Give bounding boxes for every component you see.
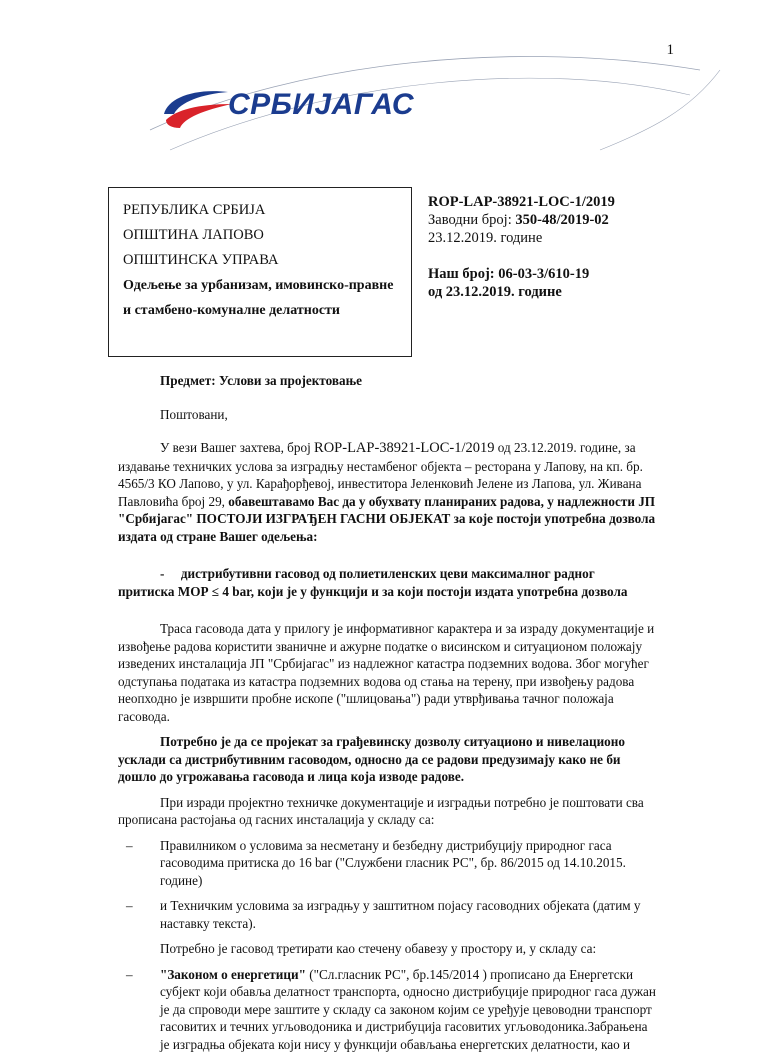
- zavodni-broj: [428, 211, 615, 229]
- rop-number: ROP-LAP-38921-LOC-1/2019: [428, 193, 615, 211]
- paragraph-request: [118, 439, 658, 545]
- energy-law-title: "Законом о енергетици": [160, 967, 306, 982]
- bullet-dash: –: [126, 837, 133, 855]
- bullet-regulation: [126, 837, 658, 890]
- energy-law-text: ("Сл.гласник РС", бр.145/2014 ) прописано да Енергетски субјект који обавља делатност транспорта, односно дистрибуције природног гаса дужан је да спроводи мере заштите у складу са законом којим се уређује цевоводни транспорт гасовитих и течних угљоводоника и дистрибуција гасовитих угљоводоника.Забрањена је изградња објеката који нису у функцији обављања енергетских делатности, као и: [160, 967, 656, 1052]
- flame-swoosh-icon: [158, 80, 238, 140]
- p1-intro: У вези Вашег захтева, број: [160, 440, 314, 455]
- bullet-regulation-text: Правилником о условима за несметану и безбедну дистрибуцију природног гаса гасоводима притиска до 16 bar ("Службени гласник РС", бр. 86/2015 од 14.10.2015. године): [160, 838, 626, 888]
- nash-date: од 23.12.2019. године: [428, 283, 615, 301]
- address-line-administration: ОПШТИНСКА УПРАВА: [123, 248, 411, 273]
- address-line-department-1: Одељење за урбанизам, имовинско-правне: [123, 273, 411, 298]
- bullet-technical-conditions: [126, 897, 658, 932]
- p1-rop: ROP-LAP-38921-LOC-1/2019: [314, 440, 494, 456]
- paragraph-route-info: Траса гасовода дата у прилогу је информативног карактера и за израду документације и извођење радова користити званичне и ажурне податке о висинском и ситуационом положају изведених инсталација ЈП "Србијагас" из надлежног катастра подземних водова. Због могућег одступања података из катастра подземних водова од стања на терену, при извођењу радова неопходно је извршити пробне ископе ("шлицовања") ради утврђивања тачног положаја гасовода.: [118, 620, 658, 725]
- zavodni-date: 23.12.2019. године: [428, 229, 615, 247]
- p1-details: од 23.12.2019. године, за издавање техничких услова за изградњу нестамбеног објекта – ресторана у Лапову, на кп. бр. 4565/3 КО Лапово, у ул. Карађорђевој, инвеститора Јеленковић Јелене из Лапова, ул. Живана Павловића број 29,: [118, 440, 643, 509]
- bullet-dash: –: [126, 966, 133, 984]
- paragraph-alignment-requirement: Потребно је да се пројекат за грађевинску дозволу ситуационо и нивелационо усклади са дистрибутивним гасоводом, односно да се радови предузимају како не би дошло до угрожавања гасовода и лица која изводе радове.: [118, 733, 658, 786]
- zavodni-label: Заводни број:: [428, 212, 515, 228]
- address-line-republic: РЕПУБЛИКА СРБИЈА: [123, 198, 411, 223]
- address-line-department-2: и стамбено-комуналне делатности: [123, 298, 411, 323]
- item-dash: -: [160, 566, 164, 581]
- zavodni-value: 350-48/2019-02: [515, 212, 608, 228]
- nash-broj: Наш број: 06-03-3/610-19: [428, 265, 615, 283]
- recipient-address-box: [108, 187, 412, 357]
- reference-block: [428, 193, 615, 301]
- subject-line: Предмет: Услови за пројектовање: [118, 372, 658, 390]
- paragraph-obligation: Потребно је гасовод третирати као стечену обавезу у простору и, у складу са:: [118, 940, 658, 958]
- gas-object-item-cont: притиска МОР ≤ 4 bar, који је у функцији и за који постоји издата употребна дозвола: [118, 583, 658, 601]
- bullet-energy-law: [126, 966, 658, 1053]
- paragraph-distances: При изради пројектно техничке документације и изградњи потребно је поштовати сва прописана растојања од гасних инсталација у складу са:: [118, 794, 658, 829]
- p1-notice: обавештавамо Вас да у обухвату планираних радова, у надлежности ЈП "Србијагас" ПОСТОЈИ ИЗГРАЂЕН ГАСНИ ОБЈЕКАТ за које постоји употребна дозвола издата од стране Вашег одељења:: [118, 494, 655, 544]
- bullet-dash: –: [126, 897, 133, 915]
- item-line-1: дистрибутивни гасовод од полиетиленских цеви максималног радног: [181, 566, 595, 581]
- logo-text: СРБИЈАГАС: [228, 90, 414, 120]
- page-number: 1: [667, 42, 675, 59]
- gas-object-item: [118, 565, 658, 583]
- letter-body: [118, 372, 658, 1053]
- srbijagas-logo: [158, 80, 398, 140]
- greeting: Поштовани,: [118, 406, 658, 424]
- address-line-municipality: ОПШТИНА ЛАПОВО: [123, 223, 411, 248]
- bullet-technical-text: и Техничким условима за изградњу у заштитном појасу гасоводних објеката (датим у наставку текста).: [160, 898, 641, 931]
